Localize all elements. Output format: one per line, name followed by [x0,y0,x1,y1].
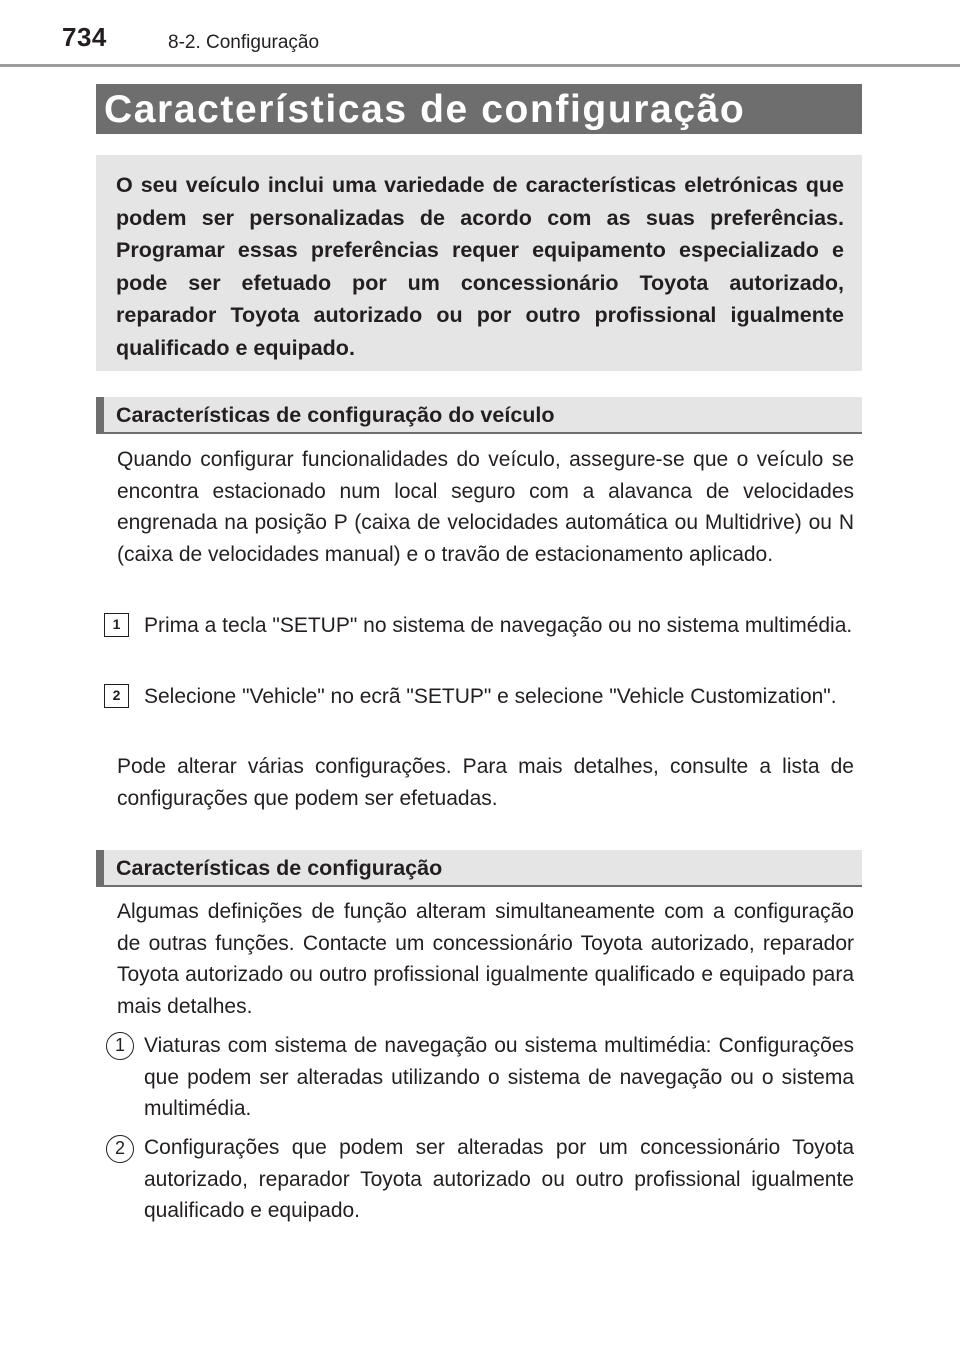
circled-number: 2 [106,1135,134,1163]
vehicle-intro-paragraph: Quando configurar funcionalidades do veículo, assegure-se que o veículo se encontra estacionado num local seguro com a alavanca de velocidades engrenada na posição P (caixa de velocidades automática ou Multidrive) ou N (caixa de velocidades manual) e o travão de estacionamento aplicado. [117,448,854,567]
section-heading-vehicle [96,397,862,434]
section-heading-configuration [96,850,862,887]
section-heading-text: Características de configuração [116,856,443,880]
title-bar [96,84,862,134]
list-item-text: Configurações que podem ser alteradas por um concessionário Toyota autorizado, reparador Toyota autorizado ou outro profissional igualmente qualificado e equipado. [144,1136,854,1223]
page-title: Características de configuração [104,88,746,131]
vehicle-closing-paragraph: Pode alterar várias configurações. Para mais detalhes, consulte a lista de configurações que podem ser efetuadas. [117,755,854,810]
configuration-paragraph: Algumas definições de função alteram simultaneamente com a configuração de outras funções. Contacte um concessionário Toyota autorizado, reparador Toyota autorizado ou outro profissional igualmente qualificado e equipado para mais detalhes. [117,900,854,1019]
step-text: Prima a tecla "SETUP" no sistema de navegação ou no sistema multimédia. [144,614,853,637]
step-text: Selecione "Vehicle" no ecrã "SETUP" e selecione "Vehicle Customization". [144,685,837,708]
circled-number: 1 [106,1032,134,1060]
step-number-box: 1 [104,613,129,637]
intro-text: O seu veículo inclui uma variedade de características eletrónicas que podem ser personalizadas de acordo com as suas preferências. Programar essas preferências requer equipamento especializado e pode ser efetuado por um concessionário Toyota autorizado, reparador Toyota autorizado ou por outro profissional igualmente qualificado e equipado. [116,173,844,360]
list-item-text: Viaturas com sistema de navegação ou sistema multimédia: Configurações que podem ser alteradas utilizando o sistema de navegação ou o sistema multimédia. [144,1034,854,1121]
intro-box [96,155,862,371]
section-label: 8-2. Configuração [168,32,320,53]
section-heading-text: Características de configuração do veículo [116,403,555,427]
page-number: 734 [62,22,107,52]
step-number-box: 2 [104,684,129,708]
header-rule [0,64,960,67]
